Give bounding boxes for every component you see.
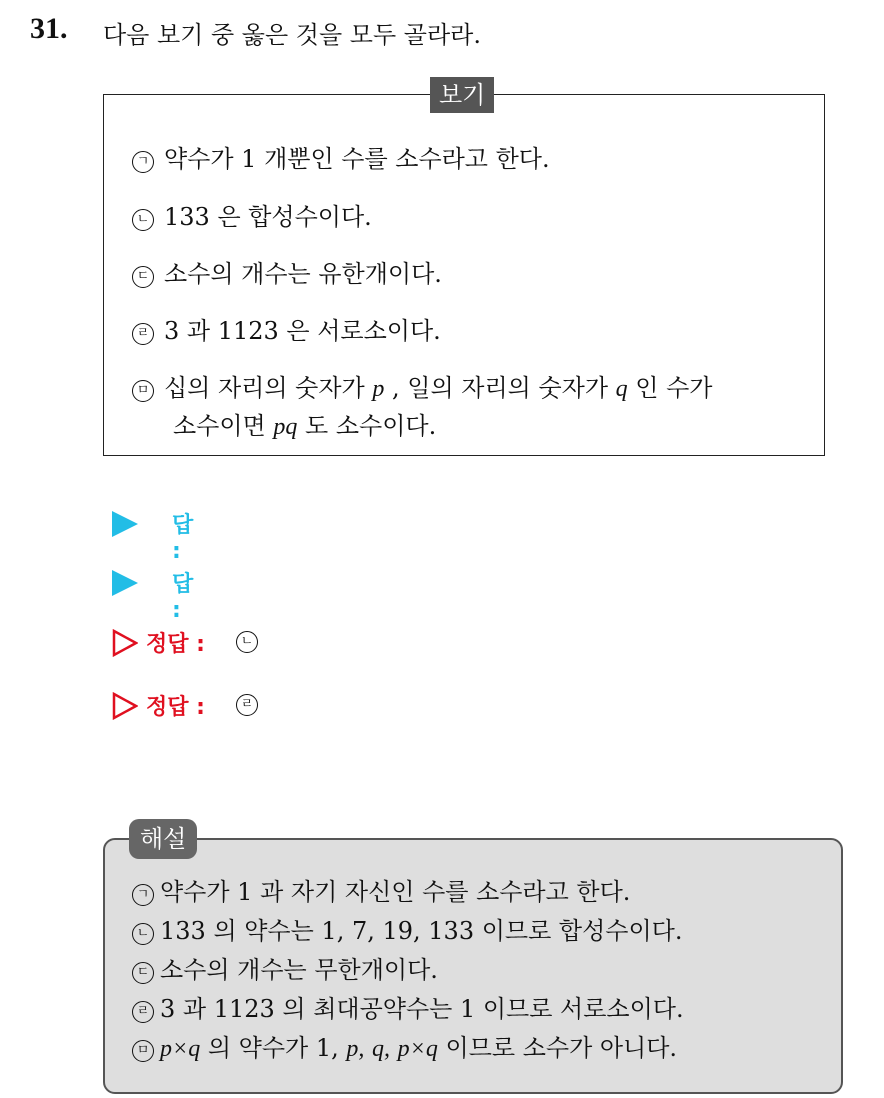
explanation-line-3 xyxy=(132,950,438,985)
question-number: 31. xyxy=(30,12,68,45)
bogi-item-text: 133 은 합성수이다. xyxy=(164,203,372,231)
circled-mark: ㄹ xyxy=(132,1001,154,1023)
circled-mark: ㄴ xyxy=(132,923,154,945)
bogi-item-text: 도 소수이다. xyxy=(305,412,437,440)
circled-mark: ㄴ xyxy=(236,631,258,653)
bogi-item-4 xyxy=(132,318,441,345)
explanation-text: 133 의 약수는 1, 7, 19, 133 이므로 합성수이다. xyxy=(160,917,683,945)
triangle-outline-icon xyxy=(112,629,138,657)
bogi-item-1 xyxy=(132,146,550,173)
answer-label: 답 : xyxy=(172,572,194,623)
bogi-item-text: 인 수가 xyxy=(635,374,713,402)
circled-mark: ㄹ xyxy=(132,323,154,345)
explanation-line-5 xyxy=(132,1028,677,1063)
explanation-text: 이므로 소수가 아니다. xyxy=(445,1034,678,1062)
bogi-item-text: , 일의 자리의 숫자가 xyxy=(392,374,609,402)
bogi-item-3 xyxy=(132,261,442,288)
expression-p-times-q: p×q xyxy=(397,1036,438,1062)
circled-mark: ㅁ xyxy=(132,380,154,402)
explanation-text: 의 약수가 1, xyxy=(207,1034,339,1062)
play-icon xyxy=(112,570,138,596)
explanation-line-2 xyxy=(132,911,682,946)
play-icon xyxy=(112,511,138,537)
circled-mark: ㄷ xyxy=(132,962,154,984)
explanation-text: 소수의 개수는 무한개이다. xyxy=(160,956,438,984)
explanation-text: 약수가 1 과 자기 자신인 수를 소수라고 한다. xyxy=(160,878,631,906)
explanation-title: 해설 xyxy=(129,819,197,859)
variable-q: q, xyxy=(372,1036,391,1062)
explanation-text: 3 과 1123 의 최대공약수는 1 이므로 서로소이다. xyxy=(160,995,684,1023)
bogi-item-5 xyxy=(132,375,812,445)
variable-p: p xyxy=(372,376,385,402)
circled-mark: ㄹ xyxy=(236,694,258,716)
circled-mark: ㄱ xyxy=(132,884,154,906)
circled-mark: ㄷ xyxy=(132,266,154,288)
bogi-item-text: 약수가 1 개뿐인 수를 소수라고 한다. xyxy=(164,145,550,173)
correct-label: 정답 : xyxy=(146,632,205,657)
bogi-item-2 xyxy=(132,204,372,231)
bogi-item-5-line2 xyxy=(173,413,436,440)
expression-p-times-q: p×q xyxy=(160,1036,201,1062)
circled-mark: ㄱ xyxy=(132,151,154,173)
variable-q: q xyxy=(615,376,628,402)
answer-label: 답 : xyxy=(172,513,194,564)
variable-p: p, xyxy=(346,1036,365,1062)
correct-label: 정답 : xyxy=(146,695,205,720)
triangle-outline-icon xyxy=(112,692,138,720)
circled-mark: ㅁ xyxy=(132,1040,154,1062)
bogi-title: 보기 xyxy=(430,77,494,113)
bogi-item-text: 3 과 1123 은 서로소이다. xyxy=(164,317,441,345)
circled-mark: ㄴ xyxy=(132,209,154,231)
variable-pq: pq xyxy=(273,414,298,440)
bogi-item-text: 소수의 개수는 유한개이다. xyxy=(164,260,442,288)
explanation-line-1 xyxy=(132,872,630,907)
bogi-item-text: 십의 자리의 숫자가 xyxy=(164,374,365,402)
bogi-item-text: 소수이면 xyxy=(173,412,266,440)
explanation-line-4 xyxy=(132,989,684,1024)
question-text: 다음 보기 중 옳은 것을 모두 골라라. xyxy=(103,21,481,49)
